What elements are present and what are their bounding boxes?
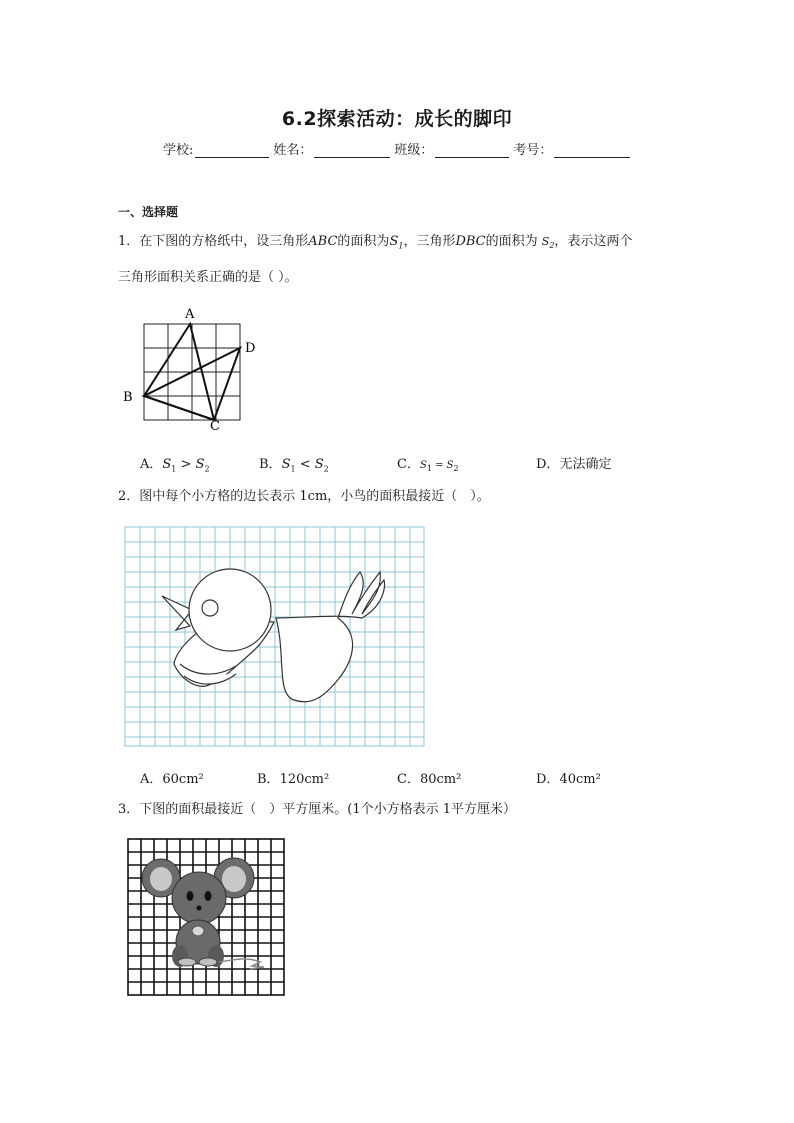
q1-grid-figure — [116, 302, 266, 432]
school-blank[interactable] — [195, 143, 269, 158]
q2-text: 2．图中每个小方格的边长表示 1cm，小鸟的面积最接近（ ）。 — [118, 489, 490, 504]
q1-dbc: DBC — [455, 234, 486, 249]
q1-options — [0, 453, 794, 474]
q2-option-a[interactable]: A．60cm² — [140, 772, 204, 787]
q1-option-b[interactable]: B．$S_1 < S_2$ — [259, 457, 329, 474]
class-label: 班级： — [394, 143, 434, 158]
q1-text-pre: 1．在下图的方格纸中，设三角形 — [118, 234, 309, 249]
bird-grid-figure — [124, 526, 426, 748]
q1-s1-symbol: $S_1$ — [389, 234, 404, 251]
q1-text-post: ，表示这两个 — [554, 234, 633, 249]
q1-line2: 三角形面积关系正确的是（ ）。 — [118, 270, 298, 285]
q1-s2-symbol: $S_2$ — [541, 235, 555, 251]
q2-options — [0, 768, 794, 786]
q1-text-mid3: 的面积为 — [485, 234, 538, 249]
student-info-row — [163, 139, 634, 158]
point-a-label: A — [185, 307, 195, 322]
section-heading: 一、选择题 — [118, 205, 179, 219]
school-label: 学校: — [163, 143, 194, 158]
class-blank[interactable] — [435, 143, 509, 158]
point-d-label: D — [245, 341, 256, 356]
q2-option-d[interactable]: D．40cm² — [536, 772, 601, 787]
q1-text-mid2: ，三角形 — [403, 234, 456, 249]
exam-no-blank[interactable] — [554, 143, 630, 158]
name-label: 姓名： — [273, 143, 313, 158]
point-b-label: B — [123, 390, 133, 405]
mouse-grid-figure — [124, 836, 288, 1000]
q2-option-b[interactable]: B．120cm² — [257, 772, 330, 787]
exam-no-label: 考号： — [513, 143, 553, 158]
page-title: 6.2探索活动：成长的脚印 — [281, 108, 513, 130]
name-blank[interactable] — [314, 143, 390, 158]
q3-text: 3．下图的面积最接近（ ）平方厘米。(1个小方格表示 1平方厘米） — [118, 802, 517, 817]
q1-option-a[interactable]: A．$S_1 > S_2$ — [140, 457, 210, 474]
bird-grid-lines — [125, 527, 424, 746]
bird-drawing — [162, 569, 384, 702]
q1-line1 — [118, 234, 632, 255]
q2-option-c[interactable]: C．80cm² — [397, 772, 462, 787]
q1-text-mid: 的面积为 — [337, 234, 390, 249]
q1-abc: ABC — [308, 234, 338, 249]
q1-option-c[interactable]: C．$S_1 = S_2$ — [397, 457, 459, 473]
point-c-label: C — [210, 419, 220, 432]
q1-option-d[interactable]: D．无法确定 — [536, 457, 612, 472]
